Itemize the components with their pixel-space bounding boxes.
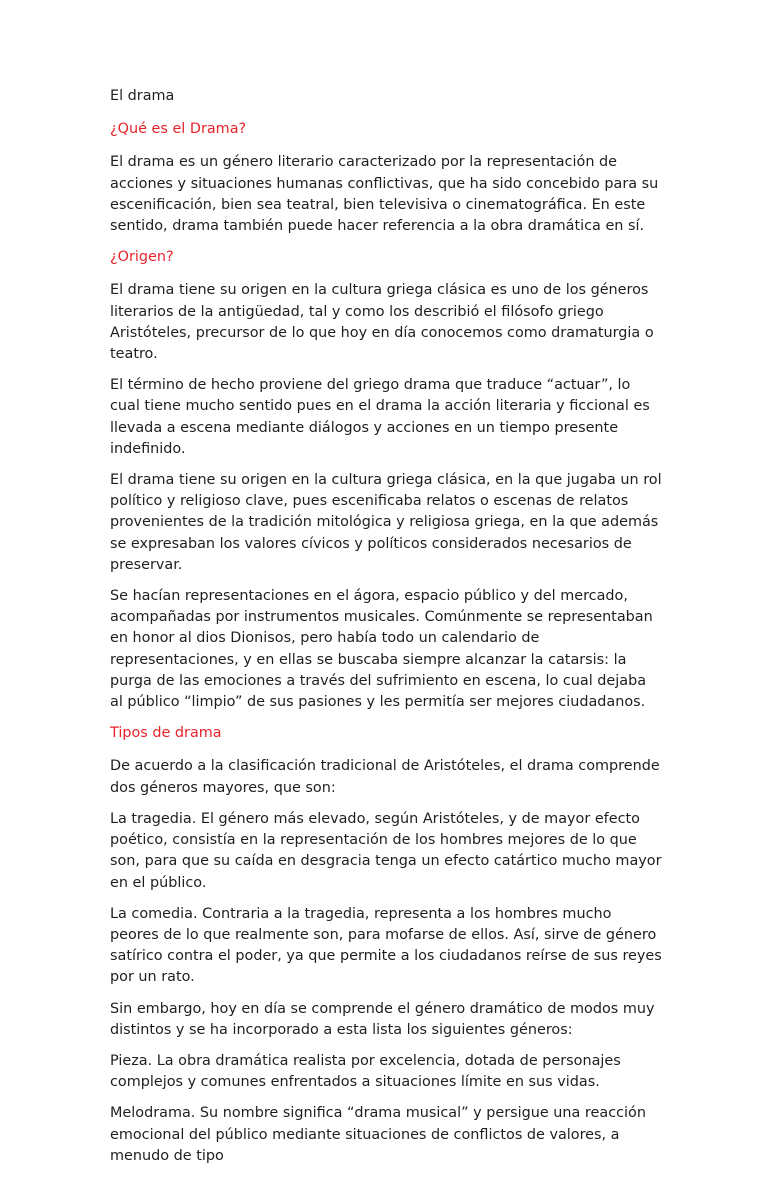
document-title: El drama [110, 88, 175, 104]
paragraph-origen-4: Se hacían representaciones en el ágora, espacio público y del mercado, acompañadas por instrumentos musicales. Comúnmente se representaban en honor al dios Dionisos, pero había todo un calendario de representaciones, y en ellas se buscaba siempre alcanzar la catarsis: la purga de las emociones a través del sufrimiento en escena, lo cual dejaba al público “limpio” de sus pasiones y les permitía ser mejores ciudadanos. [110, 588, 653, 711]
paragraph-tragedia: La tragedia. El género más elevado, según Aristóteles, y de mayor efecto poético, consistía en la representación de los hombres mejores de lo que son, para que su caída en desgracia tenga un efecto catártico mucho mayor en el público. [110, 810, 662, 891]
paragraph-origen-1: El drama tiene su origen en la cultura griega clásica es uno de los géneros literarios de la antigüedad, tal y como los describió el filósofo griego Aristóteles, precursor de lo que hoy en día conocemos como dramaturgia o teatro. [110, 282, 654, 363]
heading-origen: ¿Origen? [110, 249, 174, 266]
paragraph-origen-2: El término de hecho proviene del griego drama que traduce “actuar”, lo cual tiene mucho sentido pues en el drama la acción literaria y ficcional es llevada a escena mediante diálogos y acciones en un tiempo presente indefinido. [110, 377, 650, 457]
paragraph-origen-3: El drama tiene su origen en la cultura griega clásica, en la que jugaba un rol político y religioso clave, pues escenificaba relatos o escenas de relatos provenientes de la tradición mitológica y religiosa griega, en la que además se expresaban los valores cívicos y políticos considerados necesarios de preservar. [110, 472, 662, 573]
paragraph-sin-embargo: Sin embargo, hoy en día se comprende el género dramático de modos muy distintos y se ha incorporado a esta lista los siguientes géneros: [110, 1000, 655, 1038]
heading-tipos-de-drama: Tipos de drama [110, 725, 222, 742]
paragraph-tipos-intro: De acuerdo a la clasificación tradicional de Aristóteles, el drama comprende dos géneros mayores, que son: [110, 758, 660, 796]
paragraph-pieza: Pieza. La obra dramática realista por excelencia, dotada de personajes complejos y comunes enfrentados a situaciones límite en sus vidas. [110, 1052, 621, 1091]
document-body [110, 86, 662, 1177]
heading-que-es-el-drama: ¿Qué es el Drama? [110, 121, 247, 138]
paragraph-definicion: El drama es un género literario caracterizado por la representación de acciones y situaciones humanas conflictivas, que ha sido concebido para su escenificación, bien sea teatral, bien televisiva o cinematográfica. En este sentido, drama también puede hacer referencia a la obra dramática en sí. [110, 154, 659, 235]
paragraph-comedia: La comedia. Contraria a la tragedia, representa a los hombres mucho peores de lo que realmente son, para mofarse de ellos. Así, sirve de género satírico contra el poder, ya que permite a los ciudadanos reírse de sus reyes por un rato. [110, 905, 662, 986]
paragraph-melodrama: Melodrama. Su nombre significa “drama musical” y persigue una reacción emocional del público mediante situaciones de conflictos de valores, a menudo de tipo [110, 1105, 646, 1164]
